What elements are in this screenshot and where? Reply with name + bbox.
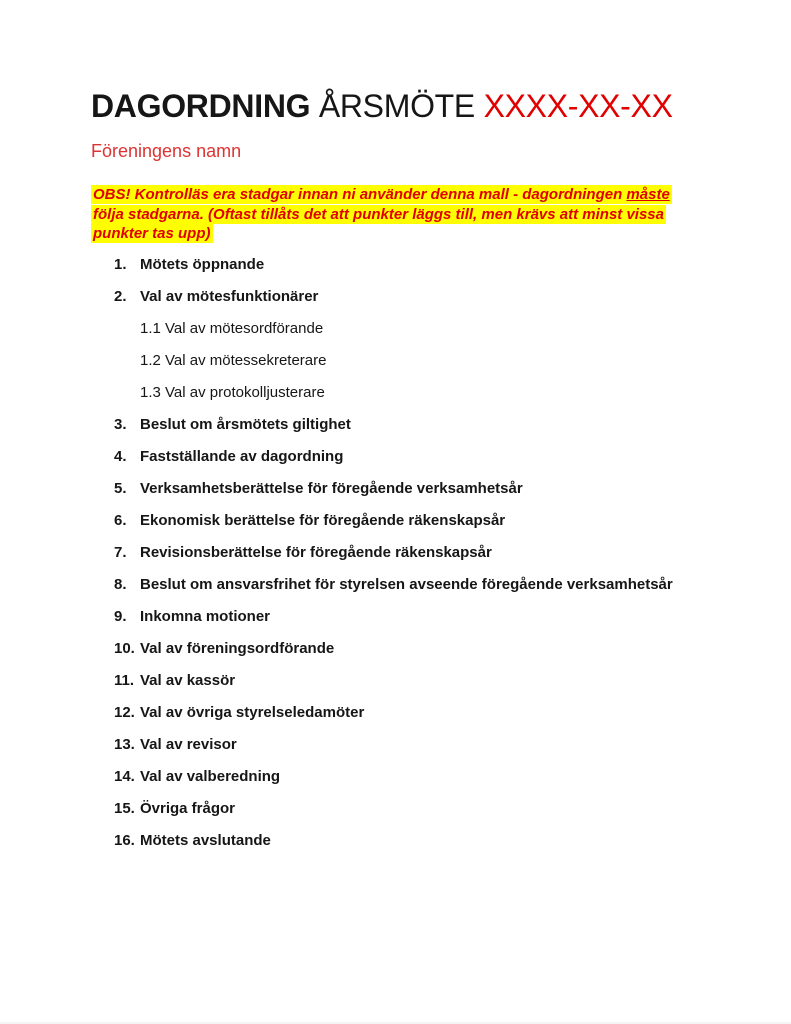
agenda-item-number: 6. [114,511,127,529]
agenda-item-label: Fastställande av dagordning [140,447,344,465]
agenda-item-3 [91,416,736,434]
agenda-item-number: 12. [114,703,135,721]
agenda-item-number: 15. [114,799,135,817]
agenda-subitem-label: 1.3 Val av protokolljusterare [140,383,325,401]
agenda-item-number: 1. [114,255,127,273]
agenda-item-label: Övriga frågor [140,799,236,817]
agenda-item-label: Val av valberedning [140,767,281,785]
agenda-item-5 [91,480,736,498]
agenda-item-number: 8. [114,575,127,593]
agenda-item-13 [91,736,736,754]
agenda-item-label: Val av föreningsordförande [140,639,335,657]
agenda-item-4 [91,448,736,466]
agenda-item-12 [91,704,736,722]
agenda-item-label: Val av mötesfunktionärer [140,287,319,305]
agenda-item-label: Val av övriga styrelseledamöter [140,703,365,721]
agenda-item-number: 5. [114,479,127,497]
agenda-item-number: 13. [114,735,135,753]
agenda-item-8 [91,576,736,594]
agenda-item-label: Mötets avslutande [140,831,271,849]
document-subtitle: Föreningens namn [91,141,242,161]
agenda-item-label: Beslut om ansvarsfrihet för styrelsen avseende föregående verksamhetsår [140,575,673,593]
agenda-item-16 [91,832,736,850]
agenda-item-7 [91,544,736,562]
agenda-item-label: Inkomna motioner [140,607,271,625]
agenda-item-label: Beslut om årsmötets giltighet [140,415,351,433]
agenda-item-label: Verksamhetsberättelse för föregående verksamhetsår [140,479,523,497]
agenda-item-number: 2. [114,287,127,305]
agenda-item-1 [91,256,736,274]
agenda-item-label: Revisionsberättelse för föregående räkenskapsår [140,543,492,561]
agenda-item-number: 16. [114,831,135,849]
agenda-item-label: Ekonomisk berättelse för föregående räkenskapsår [140,511,506,529]
notice-text-underlined: måste [626,186,670,203]
agenda-item-number: 9. [114,607,127,625]
agenda-item-number: 14. [114,767,135,785]
agenda-item-label: Mötets öppnande [140,255,265,273]
title-word-dagordning: DAGORDNING [91,88,311,124]
agenda-subitem-1-3 [140,384,736,402]
document-title [91,0,736,123]
agenda-item-2 [91,288,736,306]
agenda-item-10 [91,640,736,658]
agenda-subitem-1-1 [140,320,736,338]
agenda-item-14 [91,768,736,786]
agenda-subitem-label: 1.1 Val av mötesordförande [140,319,324,337]
agenda-item-9 [91,608,736,626]
agenda-item-11 [91,672,736,690]
agenda-item-label: Val av kassör [140,671,236,689]
agenda-item-number: 4. [114,447,127,465]
agenda-item-6 [91,512,736,530]
agenda-item-number: 10. [114,639,135,657]
agenda-item-number: 11. [114,671,135,689]
notice-highlight [91,185,672,243]
agenda-list [91,256,736,850]
agenda-item-15 [91,800,736,818]
title-word-arsmote: ÅRSMÖTE [318,88,475,124]
notice-text-after: följa stadgarna. (Oftast tillåts det att punkter läggs till, men krävs att minst vissa punkter tas upp) [93,205,664,242]
agenda-item-number: 7. [114,543,127,561]
agenda-item-label: Val av revisor [140,735,237,753]
notice-text-before: OBS! Kontrolläs era stadgar innan ni använder denna mall - dagordningen [93,186,627,203]
agenda-subitem-1-2 [140,352,736,370]
agenda-item-number: 3. [114,415,127,433]
agenda-subitem-label: 1.2 Val av mötessekreterare [140,351,327,369]
notice-warning [91,185,695,244]
title-date-placeholder: XXXX-XX-XX [483,88,673,124]
